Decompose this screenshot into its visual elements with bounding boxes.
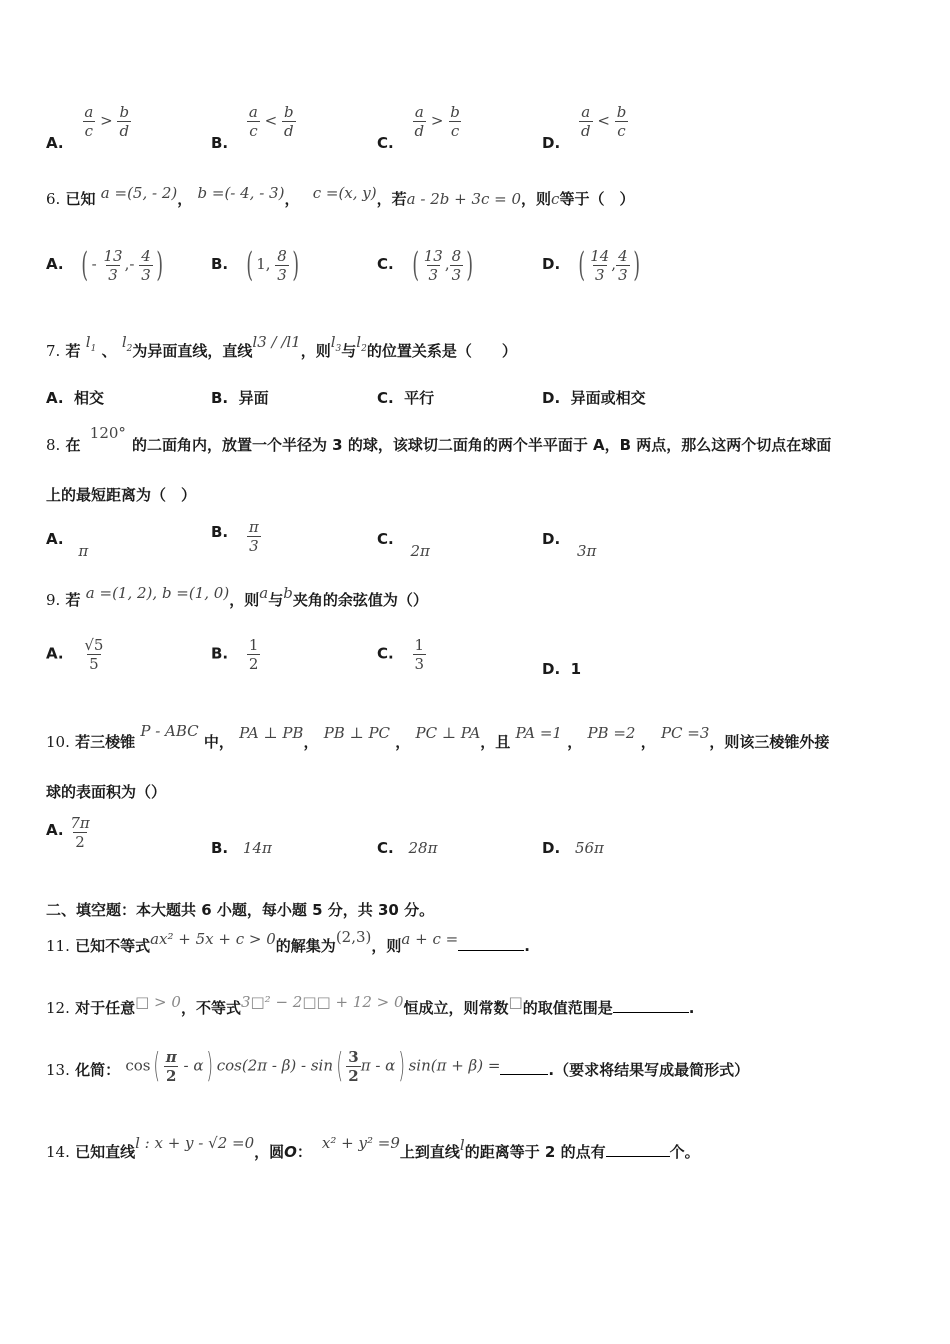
q5-option-c: C. $\frac{a}{d}$ > $\frac{b}{c}$ — [377, 103, 460, 152]
q8-option-a: A. π — [46, 530, 89, 560]
question-9: 9. 若 a =(1, 2), b =(1, 0)，则a与b夹角的余弦值为（） — [46, 584, 428, 609]
answer-blank[interactable] — [606, 1156, 670, 1157]
question-10-line-2: 球的表面积为（） — [46, 783, 167, 801]
question-6: 6. 已知 a =(5, - 2)， b =(- 4, - 3)， c =(x, y)，若a - 2b + 3c = 0，则c等于（ ） — [46, 184, 635, 208]
question-11: 11. 已知不等式ax² + 5x + c > 0的解集为(2,3)，则a + c = . — [46, 928, 530, 955]
question-14: 14. 已知直线l : x + y - √2 =0，圆O： x² + y² =9上到直线l的距离等于 2 的点有 个。 — [46, 1134, 700, 1161]
q7-option-d: D. 异面或相交 — [542, 389, 646, 407]
q9-option-c: C. $\frac{1}{3}$ — [377, 636, 425, 673]
question-8-line-2: 上的最短距离为（ ） — [46, 486, 197, 504]
q10-option-c: C. 28π — [377, 839, 438, 857]
q5-option-d: D. $\frac{a}{d}$ < $\frac{b}{c}$ — [542, 103, 627, 152]
q5-option-a: A. $\frac{a}{c}$ > $\frac{b}{d}$ — [46, 103, 130, 152]
q8-option-d: D. 3π — [542, 530, 597, 560]
q8-option-c: C. 2π — [377, 530, 430, 560]
q5-option-b: B. $\frac{a}{c}$ < $\frac{b}{d}$ — [211, 103, 294, 152]
answer-blank[interactable] — [613, 1012, 689, 1013]
q6-option-b: B. ( 1, $\frac{8}{3}$ ) — [211, 245, 299, 285]
q7-option-c: C. 平行 — [377, 389, 435, 407]
section-heading-fill-blank: 二、填空题：本大题共 6 小题，每小题 5 分，共 30 分。 — [46, 901, 435, 919]
q6-option-d: D. ( $\frac{14}{3}$ , $\frac{4}{3}$ ) — [542, 245, 640, 285]
q7-option-b: B. 异面 — [211, 389, 269, 407]
question-12: 12. 对于任意□ > 0，不等式3□² − 2□□ + 12 > 0恒成立，则常数□的取值范围是 . — [46, 993, 695, 1017]
q10-option-d: D. 56π — [542, 839, 604, 857]
q9-option-d: D. 1 — [542, 660, 582, 678]
question-10: 10. 若三棱锥 P - ABC 中， PA ⊥ PB， PB ⊥ PC ， PC ⊥ PA，且 PA =1 ， PB =2 ， PC =3，则该三棱锥外接 — [46, 722, 830, 751]
q6-option-a: A. ( - $\frac{13}{3}$ ,- $\frac{4}{3}$ ) — [46, 245, 163, 285]
q10-option-b: B. 14π — [211, 839, 272, 857]
question-7: 7. 若 $l_1$ 、 $l_2$为异面直线，直线l3 / /l1，则$l_3$与$l_2$的位置关系是（ ） — [46, 333, 517, 360]
q8-option-b: B. $\frac{\pi}{3}$ — [211, 518, 259, 555]
q9-option-b: B. $\frac{1}{2}$ — [211, 636, 259, 673]
q6-option-c: C. ( $\frac{13}{3}$ , $\frac{8}{3}$ ) — [377, 245, 474, 285]
answer-blank[interactable] — [458, 950, 524, 951]
q9-option-a: A. $\frac{√5}{5}$ — [46, 636, 104, 673]
answer-blank[interactable] — [500, 1074, 548, 1075]
question-13: 13. 化简： cos( $\frac{\pi}{2}$ - α) cos(2π - β) - sin( $\frac{3}{2}$ π - α) sin(π + β) = .（要求将结果写成最简形式） — [46, 1046, 750, 1086]
question-8: 8. 在 120°的二面角内，放置一个半径为 3 的球，该球切二面角的两个半平面于 A，B 两点，那么这两个切点在球面 — [46, 424, 832, 454]
q10-option-a: A. $\frac{7\pi}{2}$ — [46, 814, 90, 851]
q7-option-a: A. 相交 — [46, 389, 105, 407]
